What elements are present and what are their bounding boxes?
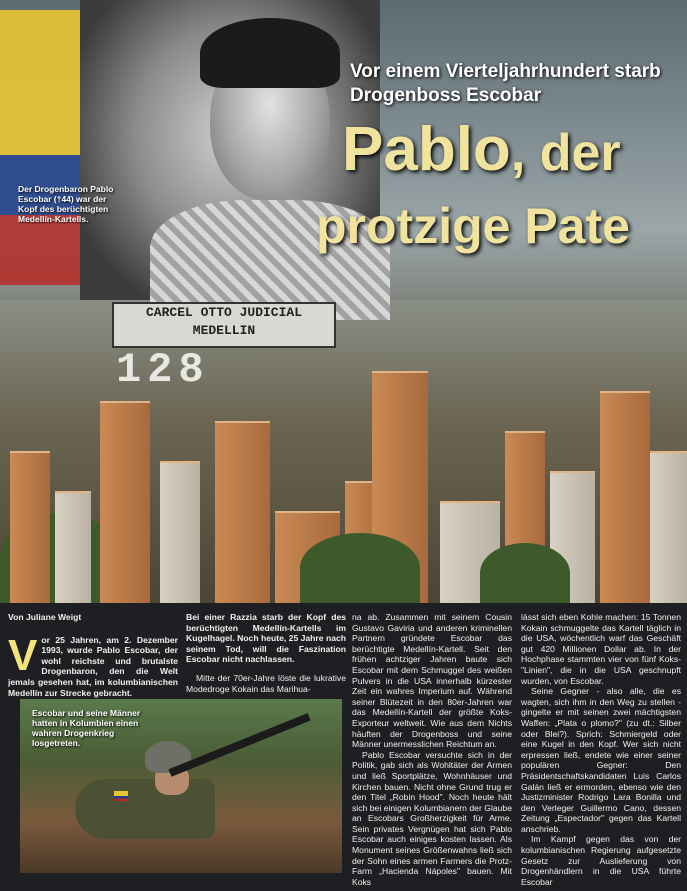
article-dropcap: V (8, 630, 38, 680)
colombia-flag-patch (114, 791, 128, 801)
prisoner-number: 128 (116, 346, 210, 394)
headline-title-der: , der (510, 124, 621, 182)
soldier-photo-caption: Escobar und seine Männer hatten in Kolumbien einen wahren Drogenkrieg losgetreten. (32, 708, 141, 748)
article-intro-text: or 25 Jahren, am 2. Dezember 1993, wurde Pablo Escobar, der wohl reichste und brutalste Drogenbaron, den die Welt jemals gesehen hat, im kolumbianischen Medellín zur Strecke gebracht. (8, 634, 178, 698)
portrait-caption: Der Drogenbaron Pablo Escobar (†44) war der Kopf des berüchtigten Medellín-Kartells. (18, 184, 114, 224)
sign-line-2: MEDELLIN (192, 323, 256, 338)
headline-kicker: Vor einem Vierteljahrhundert starb Drogenboss Escobar (350, 61, 661, 106)
article-col3-paragraph-2: Pablo Escobar versuchte sich in der Politik, gab sich als Wohltäter der Armen und ließ Sportplätze, Wohnhäuser und Kirchen bauen. Nicht ohne Grund trug er den Titel „Robin Hood". Noch heute hält sich bei einigen Kolumbianern der Glaube an Escobars Großherzigkeit für Arme. Sein privates Vergnügen hat sich Pablo Escobar auch einiges kosten lassen. Als Monument seines Größenwahns ließ sich der Sohn eines armen Farmers die Protz-Farm „Hacienda Nápoles" bauen. Mit Koks (352, 749, 512, 887)
prison-sign (112, 302, 336, 348)
article-intro (8, 630, 178, 699)
article-col4-paragraph-2: Seine Gegner - also alle, die es wagten, sich ihm in den Weg zu stellen - gingelte er mit seinen zwei mächtigsten Waffen: „Plata o plomo?" (zu dt.: Silber oder Blei?). Sprich: Schmiergeld oder eine Kugel in den Kopf. Wer sich nicht erpressen ließ, endete wie einer seiner populären Gegner: Den Präsidentschaftskandidaten Luis Carlos Galán ließ er ermorden, ebenso wie den Justizminister Rodrigo Lara Bonilla und den Verleger Guillermo Cano, dessen Zeitung „Espectador" gegen das Kartell anschrieb. (521, 686, 681, 834)
article-author: Von Juliane Weigt (8, 612, 82, 622)
sign-line-1: CARCEL OTTO JUDICIAL (145, 305, 303, 320)
article-col4-paragraph-3: Im Kampf gegen das von der kolumbianischen Regierung aufgesetzte Gesetz zur Auslieferung von Drogenhändlern in die USA führte Escobar (521, 834, 681, 887)
soldier-body (75, 779, 215, 839)
headline-title-line-1 (342, 115, 687, 185)
rifle (169, 713, 311, 777)
article-col2-lead: Bei einer Razzia starb der Kopf des berüchtigten Medellín-Kartells im Kugelhagel. Noch heute, 25 Jahre nach seinem Tod, will die Faszination Escobar nicht nachlassen. (186, 612, 346, 665)
portrait-hair (200, 18, 340, 88)
article-column-1 (8, 612, 178, 698)
headline-title-pablo: Pablo (342, 115, 511, 184)
headline-title-line-2: protzige Pate (316, 198, 630, 254)
article-col3-paragraph-1: na ab. Zusammen mit seinem Cousin Gustavo Gaviria und anderen kriminellen Partnern gründete Escobar das berüchtigte Medellín-Kartell. Seit den frühen achtziger Jahren baute sich Escobar mit dem Schmuggel des weißen Pulvers in die USA innerhalb kürzester Zeit ein wahres Imperium auf. Während seiner Blütezeit in den 80er-Jahren war das Medellín-Kartell der größte Koks-Exporteur weltweit. Wie aus dem Nichts häuften der Drogenboss und seine Männer unermesslichen Reichtum an. (352, 612, 512, 750)
article-col2-body: Mitte der 70er-Jahre löste die lukrative Modedroge Kokain das Marihua- (186, 672, 346, 694)
medellin-skyline (0, 300, 687, 603)
article-col4-paragraph-1: lässt sich eben Kohle machen: 15 Tonnen Kokain schmuggelte das Kartell täglich in die USA, wöchentlich warf das Geschäft gut 420 Millionen Dollar ab. In der Hochphase stammten vier von fünf Koks-"Linien", die in die USA geschnupft wurden, von Escobar. (521, 612, 681, 686)
article-column-3 (352, 612, 512, 887)
article-column-4 (521, 612, 681, 887)
article-column-2 (186, 612, 346, 694)
